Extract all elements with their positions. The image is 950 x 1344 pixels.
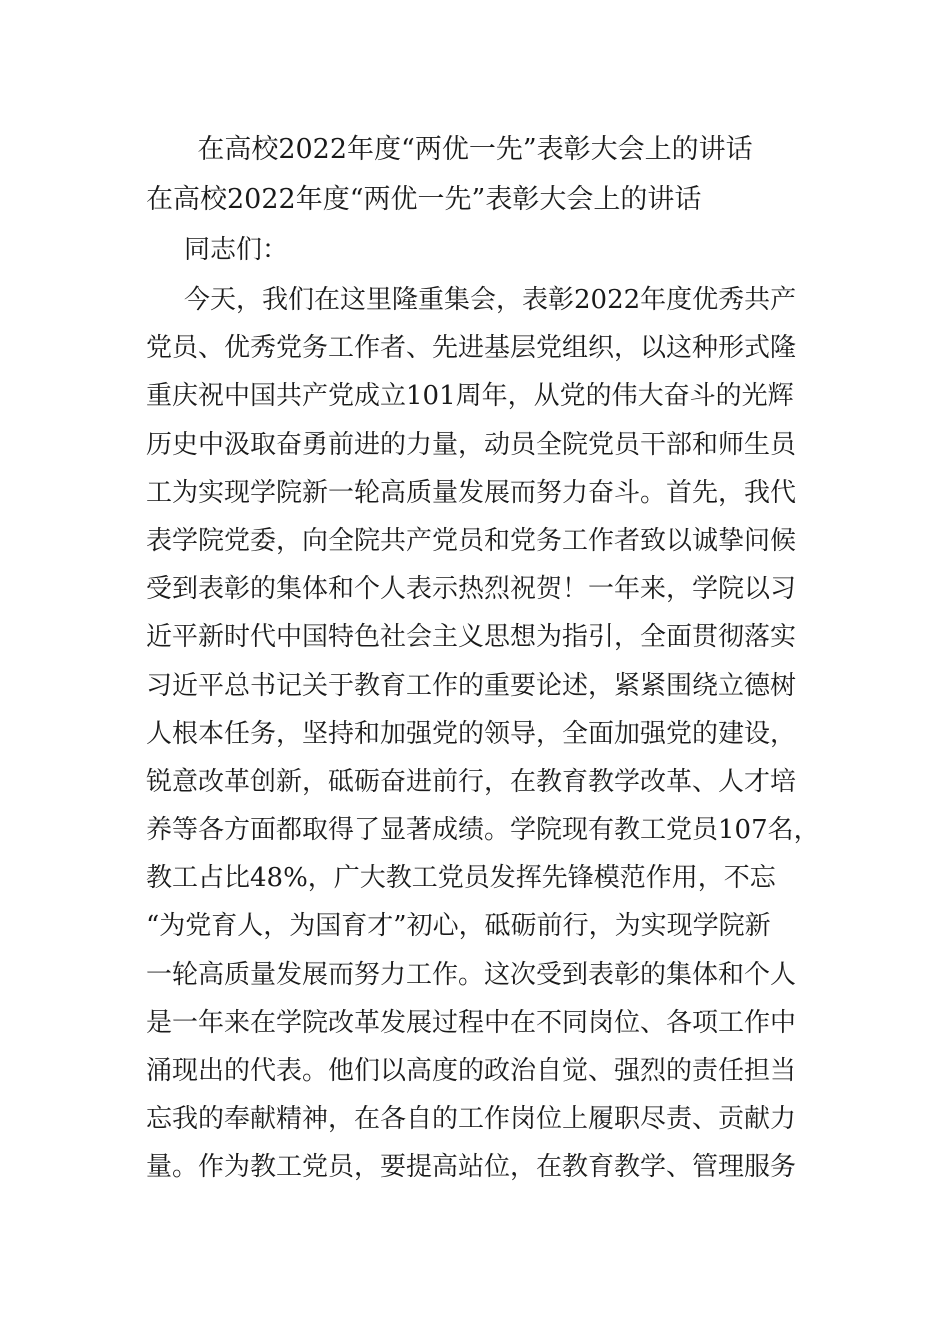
body-line: 今天，我们在这里隆重集会，表彰2022年度优秀共产 <box>184 285 797 315</box>
document-title: 在高校2022年度“两优一先”表彰大会上的讲话 <box>197 134 753 165</box>
body-line: 是一年来在学院改革发展过程中在不同岗位、各项工作中 <box>146 1007 797 1038</box>
body-line: 锐意改革创新，砥砺奋进前行，在教育教学改革、人才培 <box>146 766 797 797</box>
body-line: 表学院党委，向全院共产党员和党务工作者致以诚挚问候 <box>146 525 797 556</box>
body-line: 养等各方面都取得了显著成绩。学院现有教工党员107名， <box>146 815 820 846</box>
body-line: 近平新时代中国特色社会主义思想为指引，全面贯彻落实 <box>146 622 797 653</box>
body-line: “为党育人，为国育才”初心，砥砺前行，为实现学院新 <box>146 911 771 942</box>
document-title-repeat: 在高校2022年度“两优一先”表彰大会上的讲话 <box>146 184 702 215</box>
body-line: 人根本任务，坚持和加强党的领导，全面加强党的建设， <box>146 718 797 749</box>
body-line: 工为实现学院新一轮高质量发展而努力奋斗。首先，我代 <box>146 477 797 508</box>
body-line: 习近平总书记关于教育工作的重要论述，紧紧围绕立德树 <box>146 670 797 701</box>
body-line: 受到表彰的集体和个人表示热烈祝贺！一年来，学院以习 <box>146 574 797 605</box>
body-line: 一轮高质量发展而努力工作。这次受到表彰的集体和个人 <box>146 959 797 990</box>
body-line: 重庆祝中国共产党成立101周年，从党的伟大奋斗的光辉 <box>146 381 794 412</box>
body-line: 历史中汲取奋勇前进的力量，动员全院党员干部和师生员 <box>146 429 797 460</box>
body-line: 党员、优秀党务工作者、先进基层党组织，以这种形式隆 <box>146 333 797 364</box>
body-line: 涌现出的代表。他们以高度的政治自觉、强烈的责任担当 <box>146 1056 797 1086</box>
body-line: 量。作为教工党员，要提高站位，在教育教学、管理服务 <box>146 1152 797 1183</box>
body-paragraph <box>146 282 826 1198</box>
body-line: 忘我的奉献精神，在各自的工作岗位上履职尽责、贡献力 <box>146 1104 797 1135</box>
salutation: 同志们： <box>184 235 289 265</box>
body-line: 教工占比48%，广大教工党员发挥先锋模范作用，不忘 <box>146 863 776 894</box>
